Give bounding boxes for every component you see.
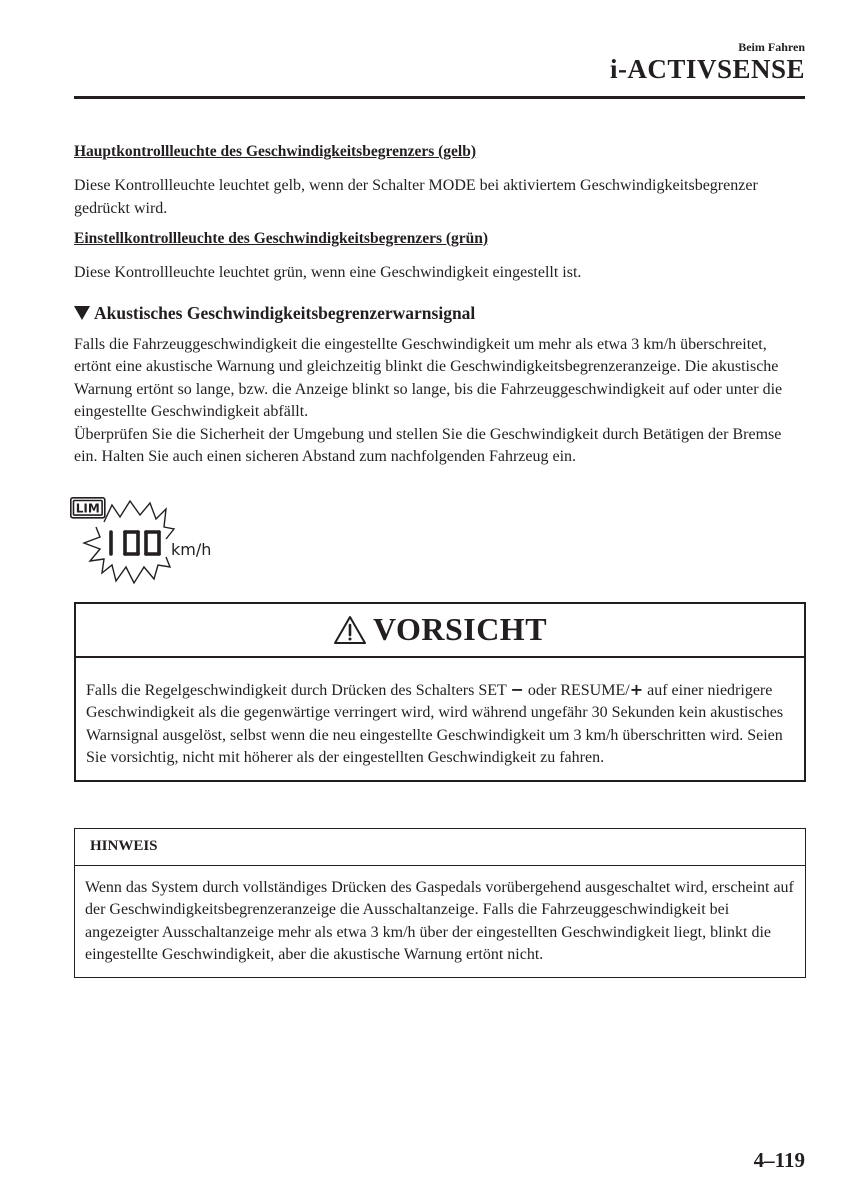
note-body: [75, 866, 805, 977]
speed-unit: km/h: [171, 539, 212, 559]
section-title-text: Akustisches Geschwindigkeitsbegrenzerwarnsignal: [94, 302, 476, 323]
heading-main-indicator: Hauptkontrollleuchte des Geschwindigkeitsbegrenzers (gelb): [74, 143, 476, 160]
page-number: 4–119: [753, 1148, 805, 1172]
section-title-acoustic-warning: [74, 301, 806, 325]
heading-set-indicator: Einstellkontrollleuchte des Geschwindigkeitsbegrenzers (grün): [74, 230, 489, 247]
running-header-chapter: i-ACTIVSENSE: [609, 54, 805, 84]
seven-segment-digits: [111, 532, 159, 554]
triangle-down-icon: [74, 306, 90, 320]
note-text: Wenn das System durch vollständiges Drücken des Gaspedals vorübergehend ausgeschaltet wird, erscheint auf der Geschwindigkeitsbegrenzeranzeige die Ausschaltanzeige. Falls die Fahrzeuggeschwindigkeit bei angezeigter Ausschaltanzeige mehr als etwa 3 km/h über der eingestellten Geschwindigkeit liegt, blinkt die eingestellte Geschwindigkeit, aber die akustische Warnung ertönt nicht.: [85, 878, 794, 963]
caution-text-part-3: auf einer niedrigere Geschwindigkeit als die gegenwärtige verringert wird, wird während ungefähr 30 Sekunden kein akustisches Warnsignal ausgelöst, selbst wenn die neu eingestellte Geschwindigkeit um 3 km/h überschritten wird. Seien Sie vorsichtig, nicht mit höherer als der eingestellten Geschwindigkeit zu fahren.: [86, 681, 784, 766]
caution-title: VORSICHT: [372, 611, 548, 647]
plus-icon: +: [629, 679, 644, 699]
speed-limiter-display-illustration: [70, 497, 250, 592]
paragraph-acoustic-2: Überprüfen Sie die Sicherheit der Umgebung und stellen Sie die Geschwindigkeit durch Betätigen der Bremse ein. Halten Sie auch einen sicheren Abstand zum nachfolgenden Fahrzeug ein.: [74, 425, 782, 465]
paragraph-set-indicator: Diese Kontrollleuchte leuchtet grün, wenn eine Geschwindigkeit eingestellt ist.: [74, 264, 582, 281]
caution-text: [86, 679, 794, 770]
paragraph-acoustic-1: Falls die Fahrzeuggeschwindigkeit die eingestellte Geschwindigkeit um mehr als etwa 3 km/h überschreitet, ertönt eine akustische Warnung und gleichzeitig blinkt die Geschwindigkeitsbegrenzeranzeige. Die akustische Warnung ertönt so lange, bzw. die Anzeige blinkt so lange, bis die Fahrzeuggeschwindigkeit auf oder unter die eingestellte Geschwindigkeit abfällt.: [74, 335, 783, 420]
caution-body: [76, 658, 804, 780]
running-header-section: Beim Fahren: [738, 40, 805, 54]
header-rule: [74, 96, 805, 99]
caution-header: [76, 604, 804, 658]
caution-text-part-1: Falls die Regelgeschwindigkeit durch Drücken des Schalters SET: [86, 681, 507, 699]
page-content: [74, 141, 806, 978]
caution-text-part-2: oder RESUME/: [523, 681, 630, 699]
warning-triangle-icon: [333, 615, 367, 645]
minus-icon: −: [510, 679, 524, 699]
caution-box: [74, 602, 806, 782]
note-title: HINWEIS: [75, 829, 805, 866]
note-box: [74, 828, 806, 978]
flashing-burst-icon: [70, 497, 250, 592]
paragraph-main-indicator: Diese Kontrollleuchte leuchtet gelb, wenn der Schalter MODE bei aktiviertem Geschwindigkeitsbegrenzer gedrückt wird.: [74, 177, 758, 217]
lim-badge: LIM: [75, 501, 100, 515]
